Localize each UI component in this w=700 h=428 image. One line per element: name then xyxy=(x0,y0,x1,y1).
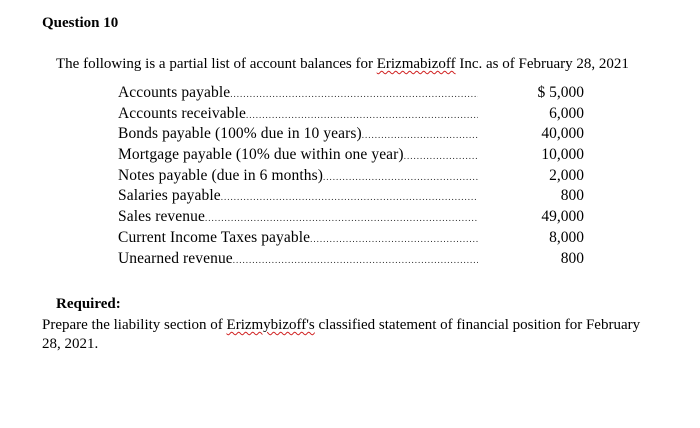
account-amount: 6,000 xyxy=(549,104,584,122)
account-balances-list xyxy=(118,84,584,270)
account-amount: 2,000 xyxy=(549,166,584,184)
question-title: Question 10 xyxy=(42,15,119,31)
account-label: Bonds payable (100% due in 10 years) ..... xyxy=(118,125,478,143)
required-heading: Required: xyxy=(56,296,121,312)
account-label: Current Income Taxes payable ..... xyxy=(118,229,478,247)
account-row xyxy=(118,146,584,167)
account-amount: 800 xyxy=(560,187,584,205)
account-row xyxy=(118,167,584,188)
account-label: Salaries payable ..... xyxy=(118,187,478,205)
account-row xyxy=(118,125,584,146)
account-row xyxy=(118,84,584,105)
intro-text-start: The following is a partial list of account balances for xyxy=(56,56,377,72)
account-row xyxy=(118,208,584,229)
account-amount: 49,000 xyxy=(541,208,584,226)
account-label: Accounts payable ..... xyxy=(118,84,478,102)
account-amount: $ 5,000 xyxy=(537,84,584,101)
account-row xyxy=(118,187,584,208)
company-name: Erizmabizoff xyxy=(376,56,456,72)
account-amount: 40,000 xyxy=(541,125,584,143)
required-instructions xyxy=(42,316,662,354)
account-label: Mortgage payable (10% due within one year) ..... xyxy=(118,146,478,164)
company-name-possessive: Erizmybizoff's xyxy=(226,317,315,333)
intro-sentence xyxy=(56,56,629,73)
account-amount: 8,000 xyxy=(549,228,584,246)
account-amount: 800 xyxy=(560,249,584,267)
account-row xyxy=(118,250,584,271)
required-text-end: classified statement of financial position for February 28, 2021. xyxy=(42,317,641,352)
account-label: Unearned revenue ..... xyxy=(118,250,478,268)
account-label: Accounts receivable ..... xyxy=(118,105,478,123)
required-text-start: Prepare the liability section of xyxy=(42,317,227,333)
intro-text-end: Inc. as of February 28, 2021 xyxy=(455,56,629,72)
account-amount: 10,000 xyxy=(541,146,584,164)
account-label: Notes payable (due in 6 months) ..... xyxy=(118,167,478,185)
account-row xyxy=(118,229,584,250)
account-label: Sales revenue ..... xyxy=(118,208,478,226)
account-row xyxy=(118,105,584,126)
